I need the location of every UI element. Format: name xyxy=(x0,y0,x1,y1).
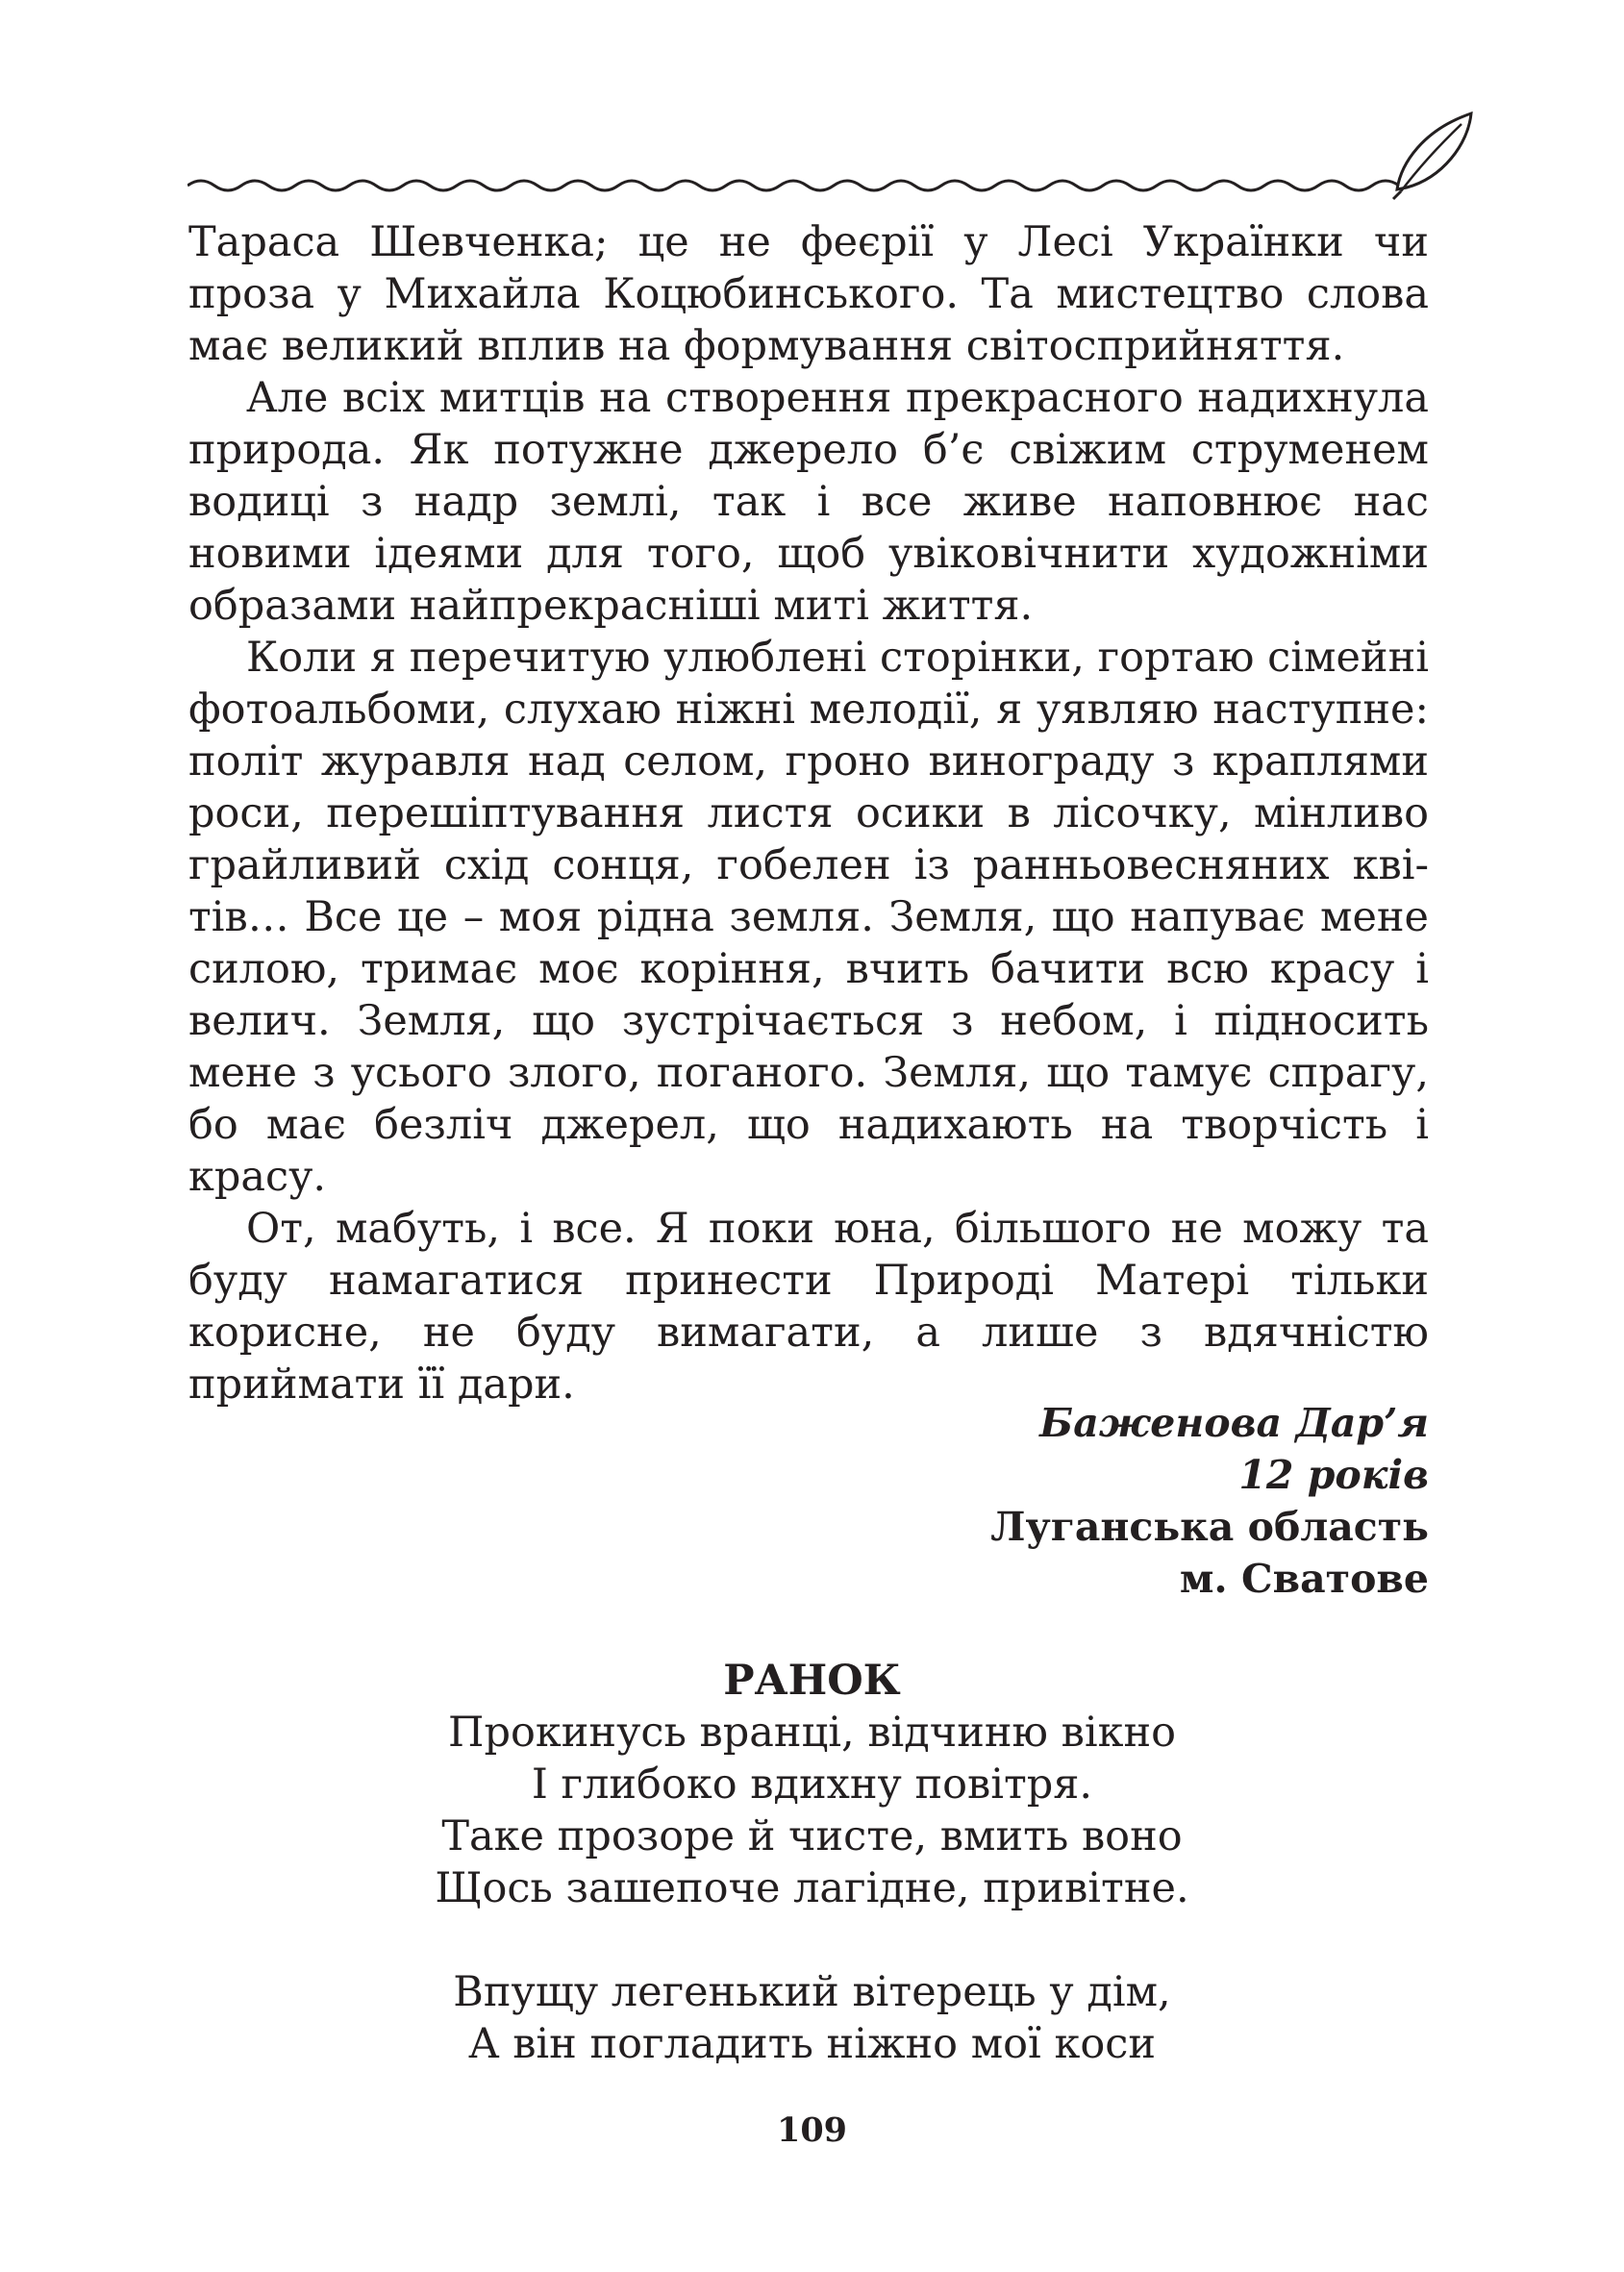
paragraph: От, мабуть, і все. Я поки юна, більшого не можу та буду намагатися принести Природі Матері тільки корисне, не буду вимагати, а лише з вдячністю приймати її дари. xyxy=(188,1205,1429,1409)
poem-line: Прокинусь вранці, відчиню вікно xyxy=(447,1709,1176,1757)
poem-line: І глибоко вдихну повітря. xyxy=(531,1760,1093,1809)
author-name: Баженова Дар’я xyxy=(1039,1400,1429,1446)
header-ornament xyxy=(187,111,1476,202)
paragraph: Але всіх митців на створення прекрасного надихнула природа. Як потужне джерело б’є свіжим струменем водиці з надр землі, так і все живе наповнює нас новими ідеями для того, щоб увіковічнити художніми образами найпрекрасніші миті життя. xyxy=(188,374,1429,630)
author-signature xyxy=(990,1397,1429,1605)
author-city: м. Сватове xyxy=(1179,1556,1429,1602)
wavy-rule xyxy=(187,181,1399,190)
poem-line: Щось зашепоче лагідне, привітне. xyxy=(435,1864,1189,1912)
author-age: 12 років xyxy=(1238,1452,1429,1498)
author-region: Луганська область xyxy=(990,1504,1429,1550)
poem xyxy=(0,1707,1624,2122)
paragraph: Тараса Шевченка; це не феєрії у Лесі Українки чи проза у Михайла Коцюбинського. Та мистецтво слова має великий вплив на формування світосприйняття. xyxy=(188,218,1429,370)
poem-line: Таке прозоре й чисте, вмить воно xyxy=(441,1812,1183,1860)
poem-stanza xyxy=(0,1966,1624,2070)
poem-title: РАНОК xyxy=(723,1657,901,1705)
paragraph: Коли я перечитую улюблені сторінки, гортаю сімейні фотоальбоми, слухаю ніжні мелодії, я уявляю наступне: політ журавля над селом, гроно винограду з краплями роси, перешіптування листя осики в лісочку, мінливо грайливий схід сонця, гобелен із ранньовесняних квітів… Все це – моя рідна земля. Земля, що напуває мене силою, тримає моє коріння, вчить бачити всю красу і велич. Земля, що зустрічається з небом, і підносить мене з усього злого, поганого. Земля, що тамує спрагу, бо має безліч джерел, що надихають на творчість і красу. xyxy=(188,634,1429,1201)
feather-quill-icon xyxy=(1393,113,1471,199)
poem-stanza xyxy=(0,1707,1624,1914)
poem-line: А він погладить ніжно мої коси xyxy=(467,2020,1156,2068)
essay-body xyxy=(188,216,1429,1411)
poem-line: Впущу легенький вітерець у дім, xyxy=(453,1968,1171,2016)
page-number: 109 xyxy=(776,2110,848,2150)
